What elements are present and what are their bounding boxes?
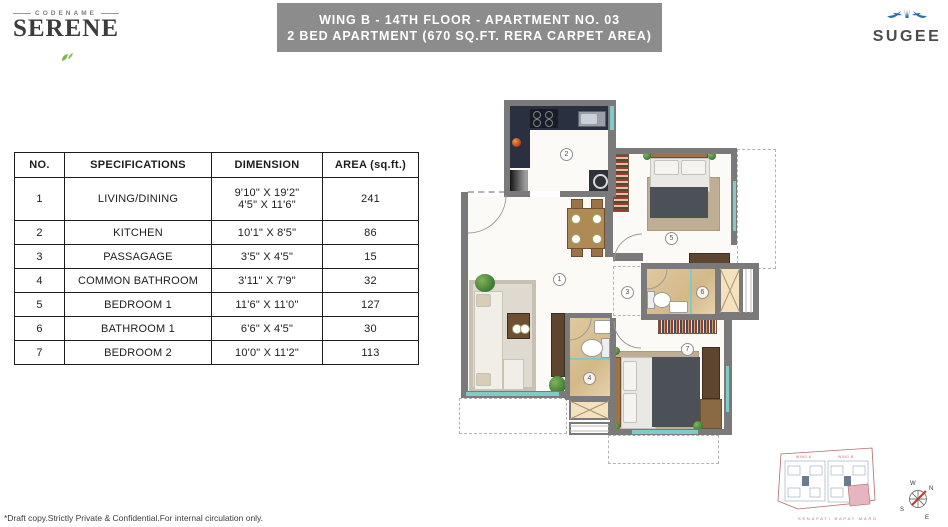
- highlighted-apartment: [848, 484, 870, 506]
- cell-area: 86: [323, 221, 419, 245]
- column-header: NO.: [15, 153, 65, 178]
- cell-specification: LIVING/DINING: [65, 178, 212, 221]
- cell-area: 32: [323, 269, 419, 293]
- table-row: [15, 341, 419, 365]
- column-header: SPECIFICATIONS: [65, 153, 212, 178]
- room-label-bedroom2: 7: [681, 343, 694, 356]
- cell-no: 3: [15, 245, 65, 269]
- cell-dimension: 3'5" X 4'5": [212, 245, 323, 269]
- door-swing-overlay: [445, 85, 800, 480]
- developer-name: SUGEE: [872, 28, 942, 45]
- room-label-common-bathroom: 4: [583, 372, 596, 385]
- cell-no: 4: [15, 269, 65, 293]
- lotus-bird-icon: [868, 6, 946, 27]
- cell-no: 1: [15, 178, 65, 221]
- cell-specification: KITCHEN: [65, 221, 212, 245]
- cell-specification: BEDROOM 1: [65, 293, 212, 317]
- cell-no: 5: [15, 293, 65, 317]
- compass-west: W: [910, 481, 916, 487]
- spec-table-body: [15, 178, 419, 365]
- room-label-bedroom1: 5: [665, 232, 678, 245]
- cell-specification: PASSAGAGE: [65, 245, 212, 269]
- room-label-passage: 3: [621, 286, 634, 299]
- room-label-living-dining: 1: [553, 273, 566, 286]
- floor-plan: [445, 85, 800, 480]
- confidentiality-note: *Draft copy.Strictly Private & Confidential.For internal circulation only.: [4, 513, 264, 523]
- developer-logo: [868, 6, 946, 46]
- cell-no: 7: [15, 341, 65, 365]
- cell-dimension: 11'6" X 11'0": [212, 293, 323, 317]
- road-label: SENAPATI BAPAT MARG: [798, 516, 879, 521]
- project-name: [6, 17, 126, 69]
- cell-area: 30: [323, 317, 419, 341]
- cell-dimension: 6'6" X 4'5": [212, 317, 323, 341]
- title-banner: [277, 3, 662, 52]
- spec-table-head-row: [15, 153, 419, 178]
- cell-dimension: 10'0" X 11'2": [212, 341, 323, 365]
- wing-a-label: WING A: [796, 455, 812, 459]
- banner-line1: WING B - 14TH FLOOR - APARTMENT NO. 03: [319, 12, 620, 27]
- compass-south: S: [900, 507, 905, 513]
- codename-label: CODENAME: [35, 10, 97, 17]
- cell-specification: BATHROOM 1: [65, 317, 212, 341]
- cell-area: 113: [323, 341, 419, 365]
- table-row: [15, 317, 419, 341]
- cell-specification: BEDROOM 2: [65, 341, 212, 365]
- key-plan: [768, 440, 892, 527]
- cell-area: 241: [323, 178, 419, 221]
- cell-no: 6: [15, 317, 65, 341]
- compass-north: N: [929, 486, 934, 492]
- cell-dimension: 3'11" X 7'9": [212, 269, 323, 293]
- cell-area: 15: [323, 245, 419, 269]
- cell-specification: COMMON BATHROOM: [65, 269, 212, 293]
- table-row: [15, 293, 419, 317]
- cell-dimension: 9'10" X 19'2" 4'5" X 11'6": [212, 178, 323, 221]
- table-row: [15, 269, 419, 293]
- column-header: DIMENSION: [212, 153, 323, 178]
- project-logo: [6, 10, 126, 69]
- cell-no: 2: [15, 221, 65, 245]
- cell-dimension: 10'1" X 8'5": [212, 221, 323, 245]
- table-row: [15, 245, 419, 269]
- rule-right: [101, 13, 119, 14]
- table-row: [15, 221, 419, 245]
- table-row: [15, 178, 419, 221]
- specifications-table: [14, 152, 419, 365]
- banner-line2: 2 BED APARTMENT (670 SQ.FT. RERA CARPET AREA): [287, 28, 652, 43]
- compass-east: E: [925, 515, 930, 521]
- room-label-bathroom1: 6: [696, 286, 709, 299]
- room-label-kitchen: 2: [560, 148, 573, 161]
- compass-rose-icon: [898, 477, 938, 521]
- leaf-icon: [59, 45, 74, 69]
- project-name-text: SERENE: [12, 15, 120, 42]
- rule-left: [13, 13, 31, 14]
- column-header: AREA (sq.ft.): [323, 153, 419, 178]
- cell-area: 127: [323, 293, 419, 317]
- wing-b-label: WING B: [838, 455, 854, 459]
